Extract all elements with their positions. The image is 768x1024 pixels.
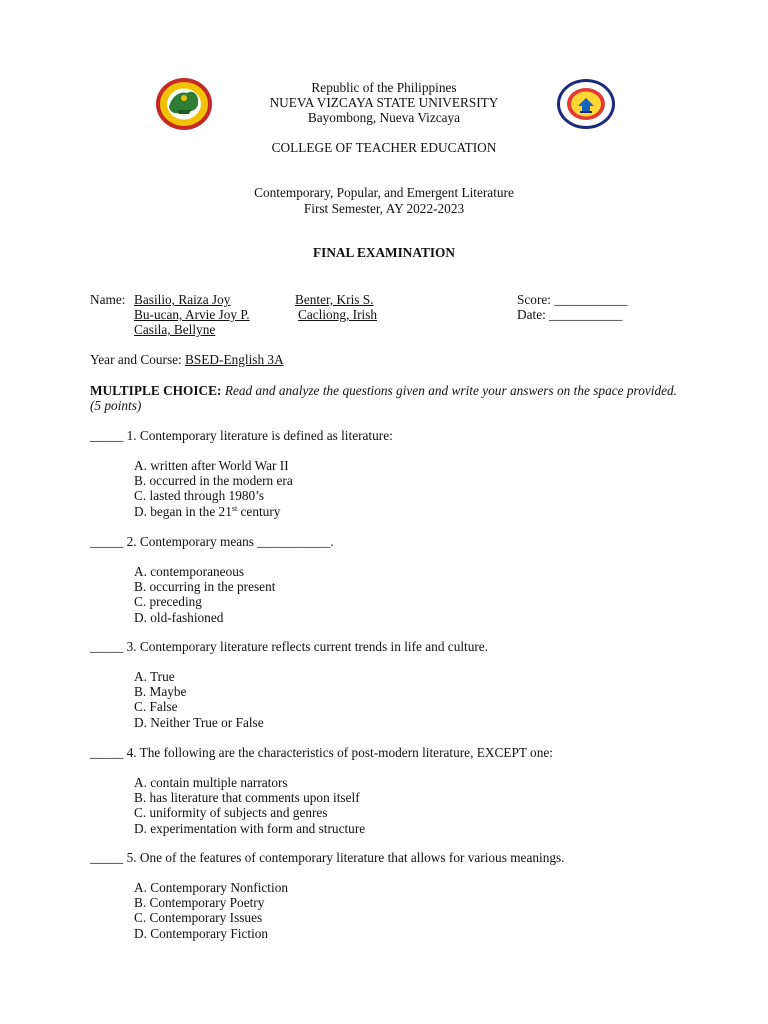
exam-title: FINAL EXAMINATION: [313, 245, 455, 260]
option: D. old-fashioned: [134, 609, 224, 625]
question-5: [90, 850, 565, 865]
question-3-options: [134, 669, 264, 730]
instructions: [90, 383, 677, 413]
student-name: Benter, Kris S.: [295, 292, 374, 307]
question-text: 2. Contemporary means ___________.: [126, 534, 334, 549]
university-name: NUEVA VIZCAYA STATE UNIVERSITY: [269, 95, 499, 110]
option: D. began in the 21st century: [134, 503, 281, 519]
option: D. Neither True or False: [134, 714, 264, 730]
option: A. written after World War II: [134, 458, 289, 473]
answer-blank[interactable]: _____: [90, 850, 124, 865]
option: B. Maybe: [134, 684, 187, 700]
option: A. Contemporary Nonfiction: [134, 880, 288, 895]
student-name: Casila, Bellyne: [134, 322, 216, 337]
option: B. occurring in the present: [134, 579, 276, 595]
year-course-label: Year and Course:: [90, 352, 182, 367]
option: A. contemporaneous: [134, 564, 245, 579]
option: D. Contemporary Fiction: [134, 925, 269, 941]
answer-blank[interactable]: _____: [90, 428, 124, 443]
question-4-options: [134, 775, 365, 836]
question-text: 4. The following are the characteristics of post-modern literature, EXCEPT one:: [126, 745, 553, 760]
semester: First Semester, AY 2022-2023: [303, 201, 465, 216]
option: C. preceding: [134, 594, 202, 610]
student-name: Basilio, Raiza Joy: [134, 292, 231, 307]
score-field[interactable]: [517, 292, 627, 307]
question-3: [90, 639, 488, 654]
college-name: COLLEGE OF TEACHER EDUCATION: [271, 140, 497, 155]
score-blank: ___________: [554, 292, 628, 307]
option: C. Contemporary Issues: [134, 910, 263, 926]
option: C. uniformity of subjects and genres: [134, 805, 328, 821]
question-2: [90, 534, 334, 549]
student-name: Cacliong, Irish: [298, 307, 378, 322]
question-text: 3. Contemporary literature reflects current trends in life and culture.: [126, 639, 489, 654]
score-label: Score:: [517, 292, 551, 307]
option: A. True: [134, 669, 175, 684]
option: B. has literature that comments upon itself: [134, 790, 360, 806]
question-1-options: [134, 458, 293, 519]
student-name: Bu-ucan, Arvie Joy P.: [134, 307, 250, 322]
option: D. experimentation with form and structure: [134, 820, 366, 836]
option: B. occurred in the modern era: [134, 473, 293, 489]
date-field[interactable]: [517, 307, 622, 322]
university-location: Bayombong, Nueva Vizcaya: [307, 110, 461, 125]
republic-line: Republic of the Philippines: [311, 80, 457, 95]
question-5-options: [134, 880, 288, 941]
option: C. False: [134, 699, 178, 715]
answer-blank[interactable]: _____: [90, 745, 124, 760]
question-text: 1. Contemporary literature is defined as literature:: [126, 428, 393, 443]
option: C. lasted through 1980’s: [134, 488, 265, 504]
date-blank: ___________: [549, 307, 623, 322]
instructions-heading: MULTIPLE CHOICE:: [90, 383, 222, 398]
answer-blank[interactable]: _____: [90, 534, 124, 549]
course-title: Contemporary, Popular, and Emergent Literature: [254, 185, 514, 200]
question-1: [90, 428, 393, 443]
year-course-line: [90, 352, 284, 367]
date-label: Date:: [517, 307, 546, 322]
option: B. Contemporary Poetry: [134, 895, 265, 911]
question-2-options: [134, 564, 275, 625]
answer-blank[interactable]: _____: [90, 639, 124, 654]
year-course-value: BSED-English 3A: [185, 352, 284, 367]
question-text: 5. One of the features of contemporary literature that allows for various meanings.: [126, 850, 565, 865]
name-label: Name:: [90, 292, 126, 307]
question-4: [90, 745, 553, 760]
instructions-text: Read and analyze the questions given and write your answers on the space provided. (5 points): [90, 383, 677, 413]
option: A. contain multiple narrators: [134, 775, 288, 790]
